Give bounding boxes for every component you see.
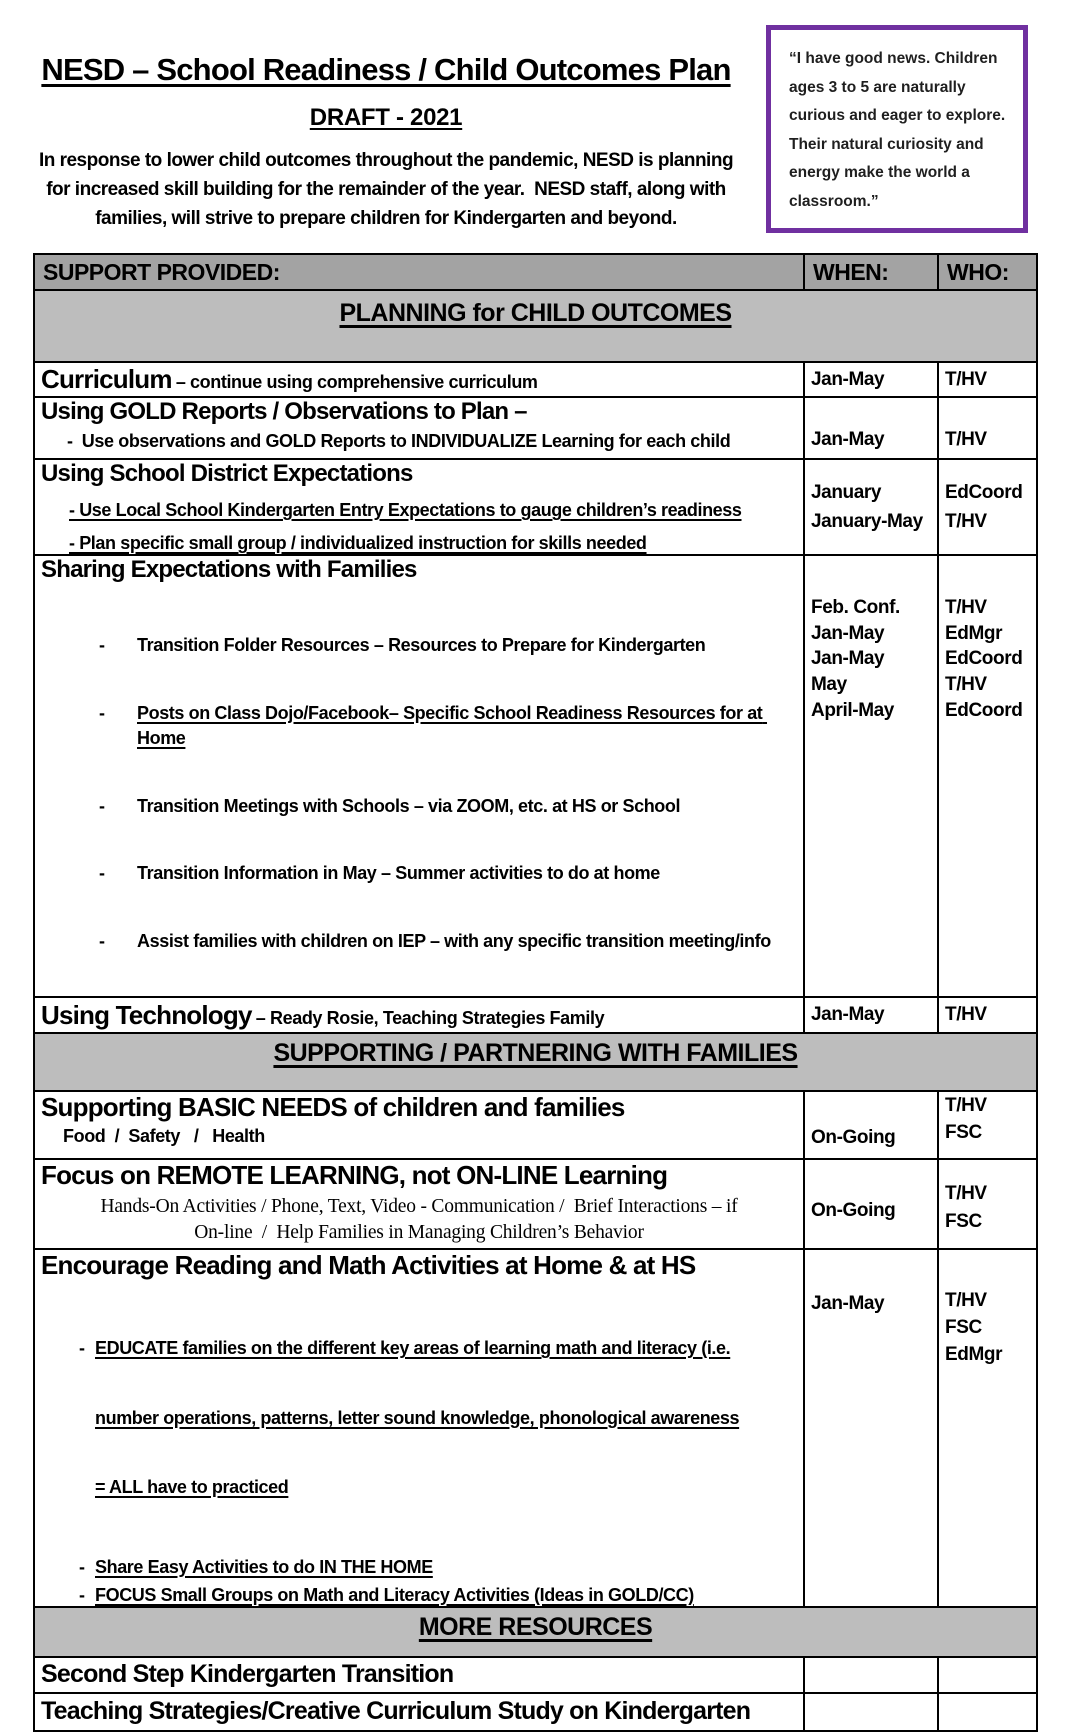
curriculum-when: Jan-May: [804, 362, 938, 397]
sharing-bullet-3: Transition Meetings with Schools – via ZOOM, etc. at HS or School: [137, 795, 681, 816]
curriculum-who: T/HV: [938, 362, 1037, 397]
basic-needs-who-1: T/HV: [945, 1095, 987, 1116]
sharing-bullet-1: Transition Folder Resources – Resources to Prepare for Kindergarten: [137, 635, 706, 655]
row-second-step: [34, 1657, 1037, 1693]
gold-title: Using GOLD Reports / Observations to Plan –: [41, 398, 527, 425]
sharing-who-5: EdCoord: [945, 699, 1023, 721]
sharing-when-5: April-May: [811, 699, 894, 721]
curriculum-title: Curriculum: [41, 364, 172, 394]
technology-who: T/HV: [938, 997, 1037, 1033]
bullet-dash: -: [79, 1584, 85, 1605]
page-title: NESD – School Readiness / Child Outcomes Plan: [41, 52, 731, 87]
row-encourage-reading: [34, 1249, 1037, 1607]
basic-needs-cell: [34, 1091, 804, 1159]
sharing-who-2: EdMgr: [945, 622, 1003, 644]
basic-needs-title: Supporting BASIC NEEDS of children and families: [41, 1092, 625, 1122]
basic-needs-subtitle: Food / Safety / Health: [63, 1126, 265, 1146]
teaching-strategies-title: Teaching Strategies/Creative Curriculum Study on Kindergarten: [34, 1693, 804, 1731]
sharing-when-3: Jan-May: [811, 648, 885, 670]
district-cell: [34, 459, 804, 555]
sharing-who-1: T/HV: [945, 597, 987, 618]
bullet-dash: -: [99, 863, 105, 883]
sharing-who-4: T/HV: [945, 674, 987, 696]
sharing-who-3: EdCoord: [945, 648, 1023, 670]
sharing-when-4: May: [811, 674, 847, 696]
section-more-resources-title: MORE RESOURCES: [418, 1612, 653, 1641]
teaching-strategies-when-empty: [804, 1693, 938, 1731]
reading-who-2: FSC: [945, 1317, 982, 1338]
basic-needs-when: On-Going: [804, 1091, 938, 1159]
quote-text: “I have good news. Children ages 3 to 5 are naturally curious and eager to explore. Their natural curiosity and energy make the world a classroom.”: [789, 50, 1006, 210]
gold-who: T/HV: [938, 397, 1037, 459]
technology-title: Using Technology: [41, 999, 252, 1030]
section-supporting-cell: [34, 1033, 1037, 1091]
technology-desc: – Ready Rosie, Teaching Strategies Family: [255, 1007, 605, 1028]
reading-who-1: T/HV: [945, 1290, 987, 1311]
reading-bullet-3: FOCUS Small Groups on Math and Literacy Activities (Ideas in GOLD/CC): [95, 1584, 694, 1605]
remote-cell: [34, 1159, 804, 1249]
sharing-when-2: Jan-May: [811, 622, 885, 644]
district-bullet-2: - Plan specific small group / individualized instruction for skills needed: [69, 533, 647, 553]
sharing-who: [938, 555, 1037, 997]
remote-title: Focus on REMOTE LEARNING, not ON-LINE Learning: [41, 1160, 668, 1190]
reading-bullet-1-line-1: EDUCATE families on the different key areas of learning math and literacy (i.e.: [95, 1338, 731, 1358]
district-bullet-1: - Use Local School Kindergarten Entry Expectations to gauge children’s readiness: [69, 500, 742, 520]
bullet-dash: -: [99, 795, 105, 816]
reading-who: [938, 1249, 1037, 1607]
section-more-resources-cell: [34, 1607, 1037, 1657]
sharing-bullet-2: Posts on Class Dojo/Facebook– Specific School Readiness Resources for at Home: [137, 702, 768, 748]
bullet-dash: -: [99, 635, 105, 655]
section-more-resources-row: [34, 1607, 1037, 1657]
row-curriculum: [34, 362, 1037, 397]
reading-cell: [34, 1249, 804, 1607]
document-header: [0, 0, 1088, 253]
district-when-2: January-May: [811, 511, 923, 532]
row-teaching-strategies: [34, 1693, 1037, 1731]
remote-when: On-Going: [804, 1159, 938, 1249]
curriculum-desc: – continue using comprehensive curriculum: [175, 372, 538, 392]
bullet-dash: -: [99, 930, 105, 951]
remote-who-1: T/HV: [945, 1183, 987, 1204]
header-support-provided: SUPPORT PROVIDED:: [34, 254, 804, 290]
reading-bullet-2: Share Easy Activities to do IN THE HOME: [95, 1556, 433, 1577]
row-using-technology: [34, 997, 1037, 1033]
second-step-when-empty: [804, 1657, 938, 1693]
section-planning-row: [34, 290, 1037, 362]
sharing-when-1: Feb. Conf.: [811, 597, 900, 618]
second-step-who-empty: [938, 1657, 1037, 1693]
bullet-dash: -: [99, 702, 105, 723]
reading-bullet-1-line-3: = ALL have to practiced: [95, 1477, 289, 1497]
sharing-title: Sharing Expectations with Families: [41, 556, 417, 583]
sharing-cell: [34, 555, 804, 997]
sharing-bullet-4: Transition Information in May – Summer activities to do at home: [137, 863, 660, 883]
draft-subtitle: DRAFT - 2021: [309, 104, 463, 131]
basic-needs-who: [938, 1091, 1037, 1159]
sharing-bullets: [99, 591, 797, 996]
section-planning-title: PLANNING for CHILD OUTCOMES: [339, 299, 732, 327]
teaching-strategies-who-empty: [938, 1693, 1037, 1731]
plan-table: [33, 253, 1038, 1732]
district-when-1: January: [811, 482, 882, 503]
row-district-expectations: [34, 459, 1037, 555]
gold-when: Jan-May: [804, 397, 938, 459]
section-planning-cell: [34, 290, 1037, 362]
reading-who-3: EdMgr: [945, 1344, 1003, 1365]
row-remote-learning: [34, 1159, 1037, 1249]
reading-when: Jan-May: [804, 1249, 938, 1607]
quote-box: [766, 25, 1028, 233]
remote-line-2: On-line / Help Families in Managing Children’s Behavior: [194, 1222, 644, 1243]
sharing-when: [804, 555, 938, 997]
district-who-2: T/HV: [945, 511, 987, 532]
remote-line-1: Hands-On Activities / Phone, Text, Video - Communication / Brief Interactions – if: [100, 1196, 738, 1217]
reading-title: Encourage Reading and Math Activities at Home & at HS: [41, 1250, 696, 1280]
reading-bullet-1-line-2: number operations, patterns, letter sound knowledge, phonological awareness: [95, 1407, 740, 1428]
remote-who-2: FSC: [945, 1211, 982, 1232]
row-sharing-expectations: [34, 555, 1037, 997]
technology-when: Jan-May: [804, 997, 938, 1033]
header-who: WHO:: [938, 254, 1037, 290]
technology-cell: [34, 997, 804, 1033]
table-header-row: [34, 254, 1037, 290]
district-who-1: EdCoord: [945, 482, 1023, 503]
intro-paragraph: In response to lower child outcomes throughout the pandemic, NESD is planning for increased skill building for the remainder of the year. NESD staff, along with families, will strive to prepare children for Kindergarten and beyond.: [38, 150, 738, 229]
bullet-dash: -: [79, 1338, 85, 1358]
district-when: [804, 459, 938, 555]
reading-bullet-1: [79, 1293, 797, 1544]
district-who: [938, 459, 1037, 555]
curriculum-cell: [34, 362, 804, 397]
bullet-dash: -: [79, 1556, 85, 1577]
sharing-bullet-5: Assist families with children on IEP – with any specific transition meeting/info: [137, 930, 771, 951]
row-gold-reports: [34, 397, 1037, 459]
title-block: [28, 52, 744, 233]
second-step-title: Second Step Kindergarten Transition: [34, 1657, 804, 1693]
district-title: Using School District Expectations: [41, 460, 413, 487]
row-basic-needs: [34, 1091, 1037, 1159]
section-supporting-row: [34, 1033, 1037, 1091]
section-supporting-title: SUPPORTING / PARTNERING WITH FAMILIES: [273, 1039, 798, 1067]
remote-who: [938, 1159, 1037, 1249]
basic-needs-who-2: FSC: [945, 1122, 982, 1143]
gold-bullet: - Use observations and GOLD Reports to INDIVIDUALIZE Learning for each child: [67, 431, 731, 451]
gold-cell: [34, 397, 804, 459]
header-when: WHEN:: [804, 254, 938, 290]
